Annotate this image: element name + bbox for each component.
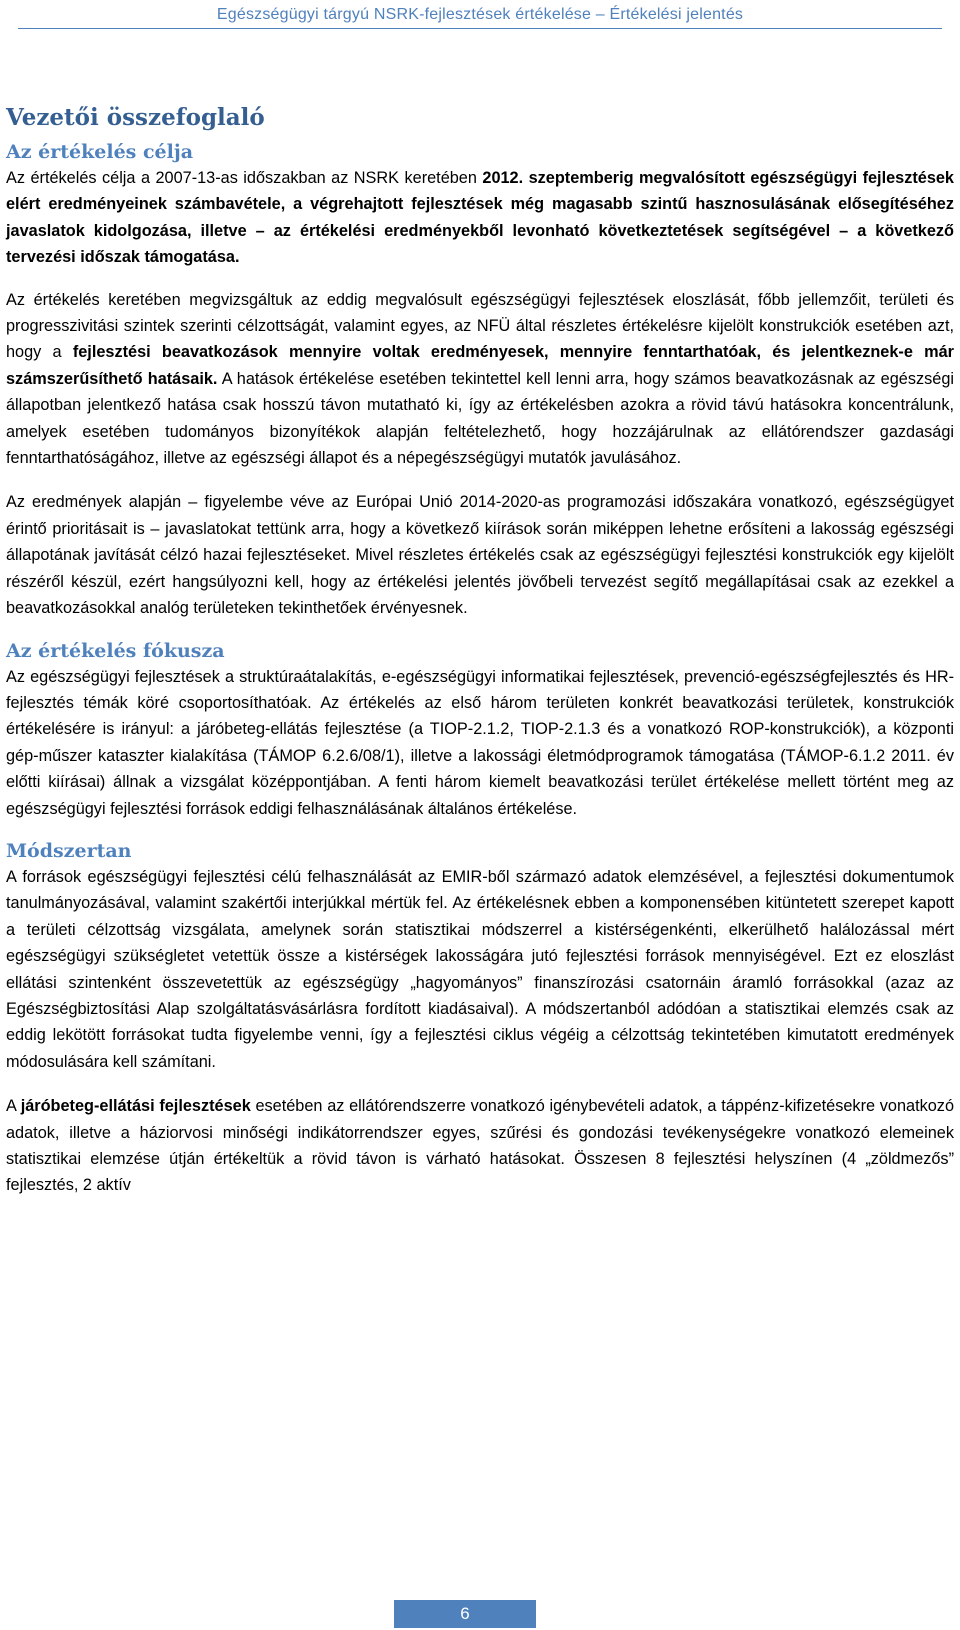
page-content [6,104,954,1199]
paragraph-methodology-2 [6,1093,954,1199]
paragraph-purpose-2-text-b: A hatások értékelése esetében tekintettel kell lenni arra, hogy számos beavatkozásnak az egészségi állapotban jelentkező hatása csak hosszú távon mutatható ki, így az értékelésben azokra a rövid távú hatásokra koncentrálunk, amelyek esetében tudományos bizonyítékok alapján feltételezhető, hogy hozzájárulnak az ellátórendszer gazdasági fenntarthatóságához, illetve az egészségi állapot és a népegészségügyi mutatók javulásához. [6,369,954,468]
paragraph-methodology-1: A források egészségügyi fejlesztési célú felhasználását az EMIR-ből származó adatok elemzésével, a fejlesztési dokumentumok tanulmányozásával, valamint szakértői interjúkkal mértük fel. Az értékelésnek ebben a komponensében kitüntetett szerepet kapott a területi célzottság vizsgálata, amelynek során statisztikai módszerrel a kistérségenkénti, elkerülhető halálozással mért egészségügyi szükségletet vetettük össze a kistérségek lakosságára jutó fejlesztési források mennyiségével. Ezt ez eloszlást ellátási szintenként összevetettük az egészségügy „hagyományos” finanszírozási csatornáin áramló forrásokkal (azaz az Egészségbiztosítási Alap szolgáltatásvásárlásra fordított kiadásaival). A módszertanból adódóan a statisztikai elemzés csak az eddig lekötött forrásokat tudta figyelembe venni, így a fejlesztési ciklus végéig a célzottság tekintetében kimutatott eredmények módosulására kell számítani. [6,867,954,1071]
paragraph-purpose-3: Az eredmények alapján – figyelembe véve az Európai Unió 2014-2020-as programozási időszakára vonatkozó, egészségügyet érintő prioritásait is – javaslatokat tettünk arra, hogy a következő kiírások során miképpen lehetne erősíteni a lakosság egészségi állapotának javítását célzó hazai fejlesztéseket. Mivel részletes értékelés csak az egészségügyi fejlesztési konstrukciók egy kijelölt részéről készül, ezért hangsúlyozni kell, hogy az értékelési jelentés jövőbeli tervezést segítő megállapításai csak az ezekkel a beavatkozásokkal analóg területeken tekinthetőek érvényesnek. [6,493,954,618]
section-title-focus: Az értékelés fókusza [6,639,225,662]
paragraph-methodology-2-text-a: A [6,1097,21,1116]
running-header: Egészségügyi tárgyú NSRK-fejlesztések értékelése – Értékelési jelentés [18,6,942,29]
executive-summary-title: Vezetői összefoglaló [6,104,265,131]
paragraph-purpose-2 [6,287,954,472]
paragraph-methodology-2-text-b: esetében az ellátórendszerre vonatkozó igénybevételi adatok, a táppénz-kifizetésekre vonatkozó adatok, illetve a háziorvosi minőségi indikátorrendszer egyes, szűrési és gondozási tevékenységekre vonatkozó elemeinek statisztikai elemzése útján értékeltük a rövid távon is várható hatásokat. Összesen 8 fejlesztési helyszínen (4 „zöldmezős” fejlesztés, 2 aktív [6,1097,954,1195]
page-number: 6 [394,1600,536,1628]
paragraph-focus-1: Az egészségügyi fejlesztések a struktúraátalakítás, e-egészségügyi informatikai fejlesztések, prevenció-egészségfejlesztés és HR-fejlesztés témák köré csoportosíthatóak. Az értékelés az első három területen konkrét beavatkozási területek, konstrukciók értékelésére is irányul: a járóbeteg-ellátás fejlesztése (a TIOP-2.1.2, TIOP-2.1.3 és a vonatkozó ROP-konstrukciók), a központi gép-műszer kataszter kialakítása (TÁMOP 6.2.6/08/1), illetve a lakossági életmódprogramok támogatása (TÁMOP-6.1.2 2011. év előtti kiírásai) állnak a vizsgálat középpontjában. A fenti három kiemelt beavatkozási terület értékelése mellett történt meg az egészségügyi fejlesztési források eddigi felhasználásának általános értékelése. [6,667,954,818]
paragraph-purpose-2-bold: fejlesztési beavatkozások mennyire voltak eredményesek, mennyire fenntarthatóak, és jelentkeznek-e már számszerűsíthető hatásaik. [6,343,954,388]
section-title-methodology: Módszertan [6,839,132,862]
paragraph-purpose-1-text-a: Az értékelés célja a 2007-13-as időszakban az NSRK keretében [6,169,483,187]
paragraph-purpose-1 [6,165,954,271]
paragraph-methodology-2-bold: járóbeteg-ellátási fejlesztések [20,1097,251,1116]
paragraph-purpose-2-text-a: Az értékelés keretében megvizsgáltuk az eddig megvalósult egészségügyi fejlesztések eloszlását, főbb jellemzőit, területi és progresszivitási szintek szerinti célzottságát, valamint egyes, az NFÜ által részletes értékelésre kijelölt konstrukciók esetében azt, hogy a [6,290,954,362]
section-title-purpose: Az értékelés célja [6,141,194,163]
paragraph-purpose-1-text-b: 2012. szeptemberig megvalósított egészségügyi fejlesztések elért eredményeinek számbavétele, a végrehajtott fejlesztések még magasabb szintű hasznosulásának elősegítéséhez javaslatok kidolgozása, illetve – az értékelési eredményekből levonható következtetések segítségével – a következő tervezési időszak támogatása. [6,169,954,267]
